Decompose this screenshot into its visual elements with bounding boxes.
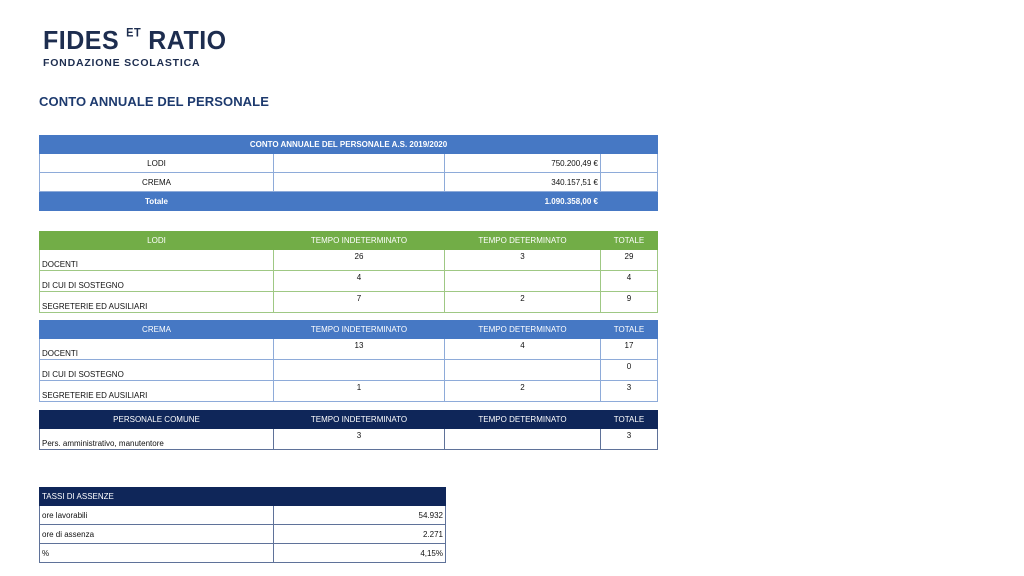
cell-indeterminato: 1 bbox=[274, 381, 445, 402]
table-row bbox=[40, 154, 658, 173]
empty-cell bbox=[601, 192, 658, 211]
summary-row-value: 750.200,49 € bbox=[445, 154, 601, 173]
column-header: TEMPO DETERMINATO bbox=[445, 232, 601, 250]
table-row bbox=[40, 339, 658, 360]
tassi-header: TASSI DI ASSENZE bbox=[40, 488, 446, 506]
lodi-header-row bbox=[40, 232, 658, 250]
row-label: Pers. amministrativo, manutentore bbox=[40, 429, 274, 450]
summary-row-value: 340.157,51 € bbox=[445, 173, 601, 192]
empty-cell bbox=[274, 192, 445, 211]
column-header: LODI bbox=[40, 232, 274, 250]
table-row bbox=[40, 381, 658, 402]
table-row bbox=[40, 525, 446, 544]
personale-comune-table bbox=[39, 410, 658, 450]
summary-row-label: CREMA bbox=[40, 173, 274, 192]
row-value: 54.932 bbox=[274, 506, 446, 525]
table-row bbox=[40, 429, 658, 450]
row-label: ore di assenza bbox=[40, 525, 274, 544]
table-row bbox=[40, 292, 658, 313]
column-header: TEMPO INDETERMINATO bbox=[274, 321, 445, 339]
cell-determinato bbox=[445, 271, 601, 292]
column-header: CREMA bbox=[40, 321, 274, 339]
table-row bbox=[40, 250, 658, 271]
summary-row-label: LODI bbox=[40, 154, 274, 173]
cell-determinato: 3 bbox=[445, 250, 601, 271]
cell-indeterminato: 26 bbox=[274, 250, 445, 271]
row-label: DOCENTI bbox=[40, 250, 274, 271]
column-header: TEMPO DETERMINATO bbox=[445, 321, 601, 339]
logo-wordmark bbox=[43, 26, 227, 55]
summary-header-row bbox=[40, 136, 658, 154]
cell-totale: 3 bbox=[601, 381, 658, 402]
empty-cell bbox=[274, 154, 445, 173]
crema-table bbox=[39, 320, 658, 402]
column-header: PERSONALE COMUNE bbox=[40, 411, 274, 429]
logo-word-ratio: RATIO bbox=[148, 26, 227, 56]
table-row bbox=[40, 173, 658, 192]
row-label: SEGRETERIE ED AUSILIARI bbox=[40, 292, 274, 313]
cell-indeterminato: 13 bbox=[274, 339, 445, 360]
table-row bbox=[40, 506, 446, 525]
row-label: DI CUI DI SOSTEGNO bbox=[40, 360, 274, 381]
cell-determinato bbox=[445, 429, 601, 450]
cell-indeterminato: 3 bbox=[274, 429, 445, 450]
column-header: TOTALE bbox=[601, 411, 658, 429]
table-row bbox=[40, 271, 658, 292]
empty-cell bbox=[274, 173, 445, 192]
cell-determinato: 2 bbox=[445, 381, 601, 402]
summary-table bbox=[39, 135, 658, 211]
row-label: DI CUI DI SOSTEGNO bbox=[40, 271, 274, 292]
row-label: ore lavorabili bbox=[40, 506, 274, 525]
summary-total-label: Totale bbox=[40, 192, 274, 211]
summary-total-row bbox=[40, 192, 658, 211]
empty-cell bbox=[601, 154, 658, 173]
tassi-header-row bbox=[40, 488, 446, 506]
cell-totale: 4 bbox=[601, 271, 658, 292]
lodi-table bbox=[39, 231, 658, 313]
column-header: TEMPO INDETERMINATO bbox=[274, 232, 445, 250]
column-header: TEMPO INDETERMINATO bbox=[274, 411, 445, 429]
column-header: TOTALE bbox=[601, 232, 658, 250]
row-label: SEGRETERIE ED AUSILIARI bbox=[40, 381, 274, 402]
empty-cell bbox=[601, 173, 658, 192]
cell-determinato: 2 bbox=[445, 292, 601, 313]
tassi-assenze-table bbox=[39, 487, 446, 563]
page-title: CONTO ANNUALE DEL PERSONALE bbox=[39, 94, 269, 109]
row-label: DOCENTI bbox=[40, 339, 274, 360]
crema-header-row bbox=[40, 321, 658, 339]
summary-header: CONTO ANNUALE DEL PERSONALE A.S. 2019/2020 bbox=[40, 136, 658, 154]
cell-totale: 17 bbox=[601, 339, 658, 360]
row-label: % bbox=[40, 544, 274, 563]
logo-word-et: ET bbox=[126, 27, 142, 40]
cell-totale: 0 bbox=[601, 360, 658, 381]
cell-totale: 9 bbox=[601, 292, 658, 313]
table-row bbox=[40, 360, 658, 381]
cell-indeterminato bbox=[274, 360, 445, 381]
logo-word-fides: FIDES bbox=[43, 26, 120, 56]
summary-total-value: 1.090.358,00 € bbox=[445, 192, 601, 211]
cell-totale: 3 bbox=[601, 429, 658, 450]
cell-indeterminato: 4 bbox=[274, 271, 445, 292]
cell-totale: 29 bbox=[601, 250, 658, 271]
row-value: 2.271 bbox=[274, 525, 446, 544]
cell-indeterminato: 7 bbox=[274, 292, 445, 313]
table-row bbox=[40, 544, 446, 563]
column-header: TEMPO DETERMINATO bbox=[445, 411, 601, 429]
comune-header-row bbox=[40, 411, 658, 429]
column-header: TOTALE bbox=[601, 321, 658, 339]
fondazione-logo bbox=[43, 26, 227, 69]
logo-subtitle: FONDAZIONE SCOLASTICA bbox=[43, 57, 201, 69]
cell-determinato bbox=[445, 360, 601, 381]
cell-determinato: 4 bbox=[445, 339, 601, 360]
row-value: 4,15% bbox=[274, 544, 446, 563]
